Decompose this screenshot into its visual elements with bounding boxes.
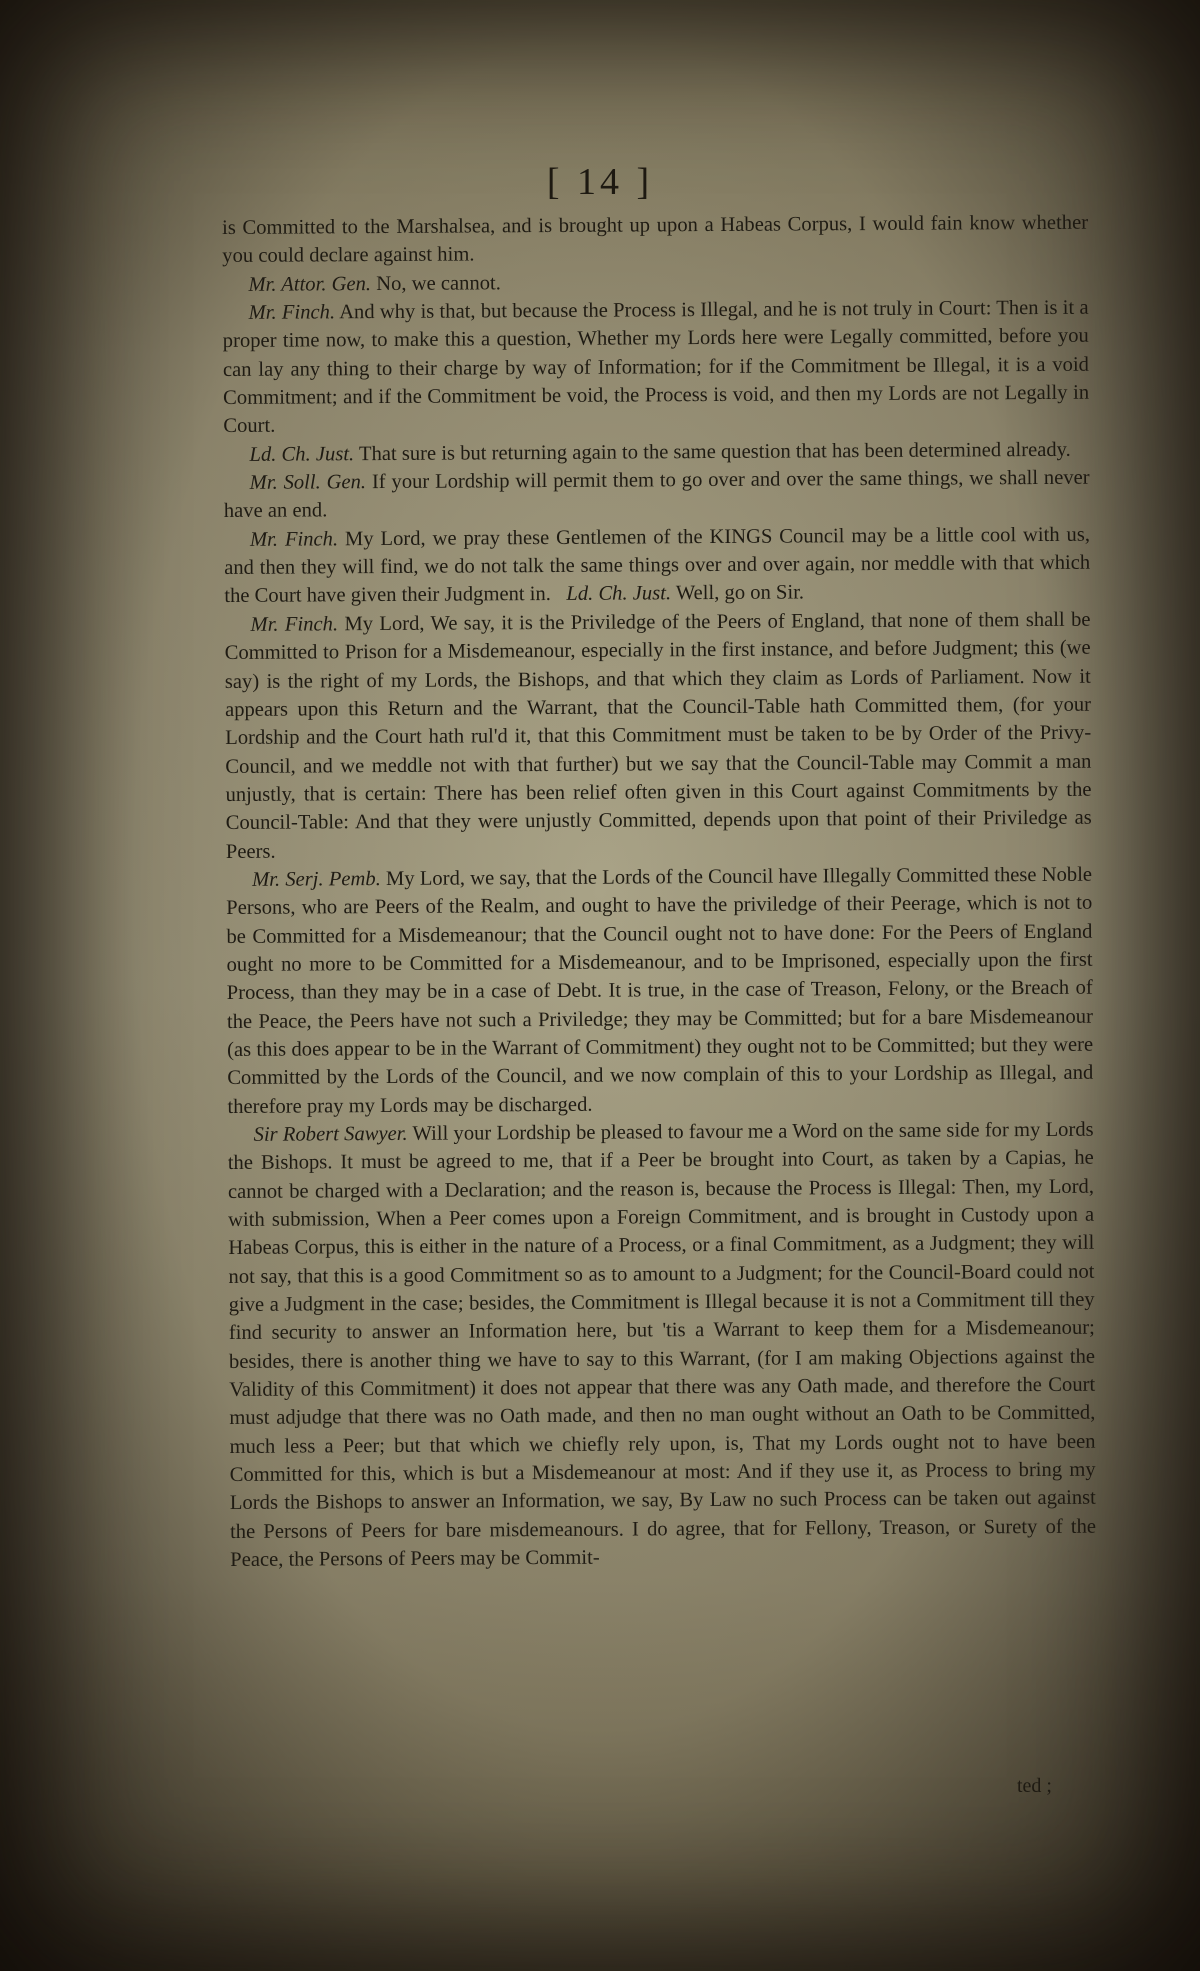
speaker-name: Mr. Finch. [248, 301, 336, 324]
paragraph-text: My Lord, we pray these Gentlemen of the KINGS Council may be a little cool with us, and then they will find, we do not talk the same things over and over again, nor meddle with that which the Court have given their Judgment in. [224, 523, 1091, 608]
paragraph [226, 861, 1094, 1121]
paragraph-text: is Committed to the Marshalsea, and is brought up upon a Habeas Corpus, I would fain know whether you could declare against him. [222, 211, 1089, 268]
speaker-name: Mr. Finch. [250, 613, 339, 636]
paragraph [224, 520, 1091, 610]
paragraph-text: And why is that, but because the Process is Illegal, and he is not truly in Court: Then is it a proper time now, to make this a question, Whether my Lords here were Legally committed, before you can lay any thing to their charge by way of Information; for if the Commitment be Illegal, it is a void Commitment; and if the Commitment be void, the Process is void, and then my Lords are not Legally in Court. [222, 296, 1090, 438]
paragraph [228, 1116, 1097, 1575]
paragraph-text: Will your Lordship be pleased to favour me a Word on the same side for my Lords the Bishops. It must be agreed to me, that if a Peer be brought into Court, as taken by a Capias, he cannot be charged with a Declaration; and the reason is, because the Process is Illegal: Then, my Lord, with submission, When a Peer comes upon a Foreign Commitment, and is brought in Custody upon a Habeas Corpus, this is either in the nature of a Process, or a final Commitment, as a Judgment; they will not say, that this is a good Commitment so as to amount to a Judgment; for the Council-Board could not give a Judgment in the case; besides, the Commitment is Illegal because it is not a Commitment till they find security to answer an Information here, but 'tis a Warrant to keep them for a Misdemeanour; besides, there is another thing we have to say to this Warrant, (for I am making Objections against the Validity of this Commitment) it does not appear that there was any Oath made, and therefore the Court must adjudge that there was no Oath made, and then no man ought without an Oath to be Committed, much less a Peer; but that which we chiefly rely upon, is, That my Lords ought not to have been Committed for this, which is but a Misdemeanour at most: And if they use it, as Process to bring my Lords the Bishops to answer an Information, we say, By Law no such Process can be taken out against the Persons of Peers for bare misdemeanours. I do agree, that for Fellony, Treason, or Surety of the Peace, the Persons of Peers may be Commit- [227, 1118, 1097, 1572]
paragraph-text: My Lord, We say, it is the Priviledge of the Peers of England, that none of them shall be Committed to Prison for a Misdemeanour, especially in the first instance, and before Judgment; this (we say) is the right of my Lords, the Bishops, and that which they claim as Lords of Parliament. Now it appears upon this Return and the Warrant, that the Council-Table hath Committed them, (for your Lordship and the Court hath rul'd it, that this Commitment must be taken to be by Order of the Privy-Council, and we meddle not with that further) but we say that the Council-Table may Commit a man unjustly, that is certain: There has been relief often given in this Court against Commitments by the Council-Table: And that they were unjustly Committed, depends upon that point of their Priviledge as Peers. [224, 608, 1092, 863]
paragraph [223, 294, 1090, 441]
speaker-name: Mr. Serj. Pemb. [252, 867, 381, 891]
paragraph [222, 209, 1088, 271]
body-text [222, 209, 1096, 1575]
speaker-name: Ld. Ch. Just. [566, 582, 672, 606]
speaker-name: Mr. Finch. [249, 528, 339, 551]
paragraph-text: My Lord, we say, that the Lords of the Council have Illegally Committed these Noble Persons, who are Peers of the Realm, and ought to have the priviledge of their Peerage, which is not to be Committed for a Misdemeanour; that the Council ought not to have done: For the Peers of England ought no more to be Committed for a Misdemeanour, and to be Imprisoned, especially upon the first Process, than they may be in a case of Debt. It is true, in the case of Treason, Felony, or the Breach of the Peace, the Peers have not such a Priviledge; they may be Committed; but for a bare Misdemeanour (as this does appear to be in the Warrant of Commitment) they ought not to be Committed; but they were Committed by the Lords of the Council, and we now complain of this to your Lordship as Illegal, and therefore pray my Lords may be discharged. [226, 863, 1094, 1118]
page-number: [ 14 ] [546, 161, 654, 203]
speaker-name: Mr. Attor. Gen. [248, 272, 372, 296]
paragraph-text: If your Lordship will permit them to go over and over the same things, we shall never have an end. [223, 466, 1090, 523]
catchword: ted ; [1017, 1775, 1052, 1797]
paragraph [224, 606, 1092, 866]
paragraph [224, 464, 1090, 526]
speaker-name: Sir Robert Sawyer. [253, 1122, 408, 1146]
paragraph-text: That sure is but returning again to the same question that has been determined already. [354, 438, 1071, 465]
paragraph-text: Well, go on Sir. [670, 581, 805, 605]
speaker-name: Ld. Ch. Just. [249, 442, 355, 466]
speaker-name: Mr. Soll. Gen. [249, 471, 367, 494]
paragraph-text: No, we cannot. [370, 271, 501, 295]
